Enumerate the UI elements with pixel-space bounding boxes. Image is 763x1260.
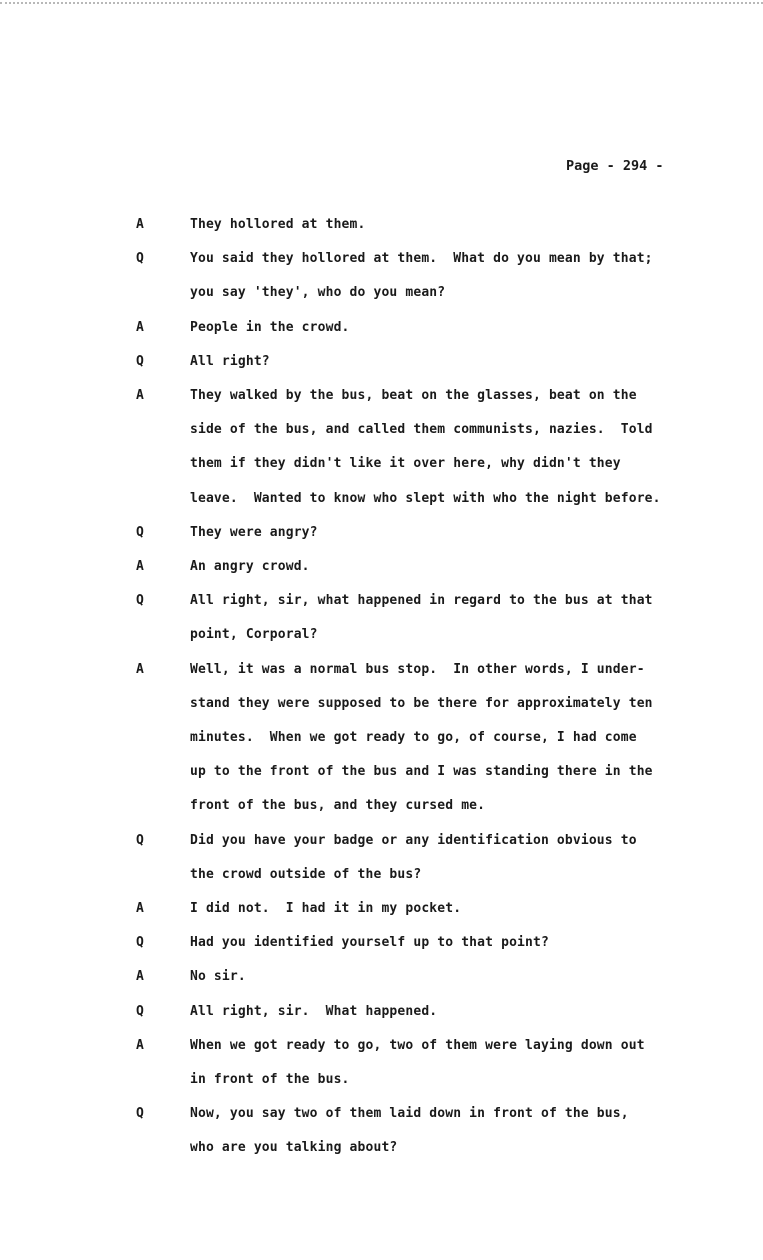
testimony-line: They were angry? [190, 524, 318, 540]
testimony-line: up to the front of the bus and I was standing there in the [190, 764, 653, 780]
answer-entry [0, 550, 763, 584]
answer-entry [0, 960, 763, 994]
question-entry [0, 516, 763, 550]
speaker-label: Q [136, 524, 144, 540]
testimony-text [190, 824, 750, 892]
question-entry [0, 995, 763, 1029]
testimony-text [190, 995, 750, 1029]
testimony-line: you say 'they', who do you mean? [190, 285, 446, 301]
answer-entry [0, 208, 763, 242]
testimony-text [190, 311, 750, 345]
page-top-edge [0, 2, 763, 4]
speaker-label: A [136, 319, 144, 335]
testimony-line: the crowd outside of the bus? [190, 866, 422, 882]
speaker-label: A [136, 901, 144, 917]
testimony-line: No sir. [190, 969, 246, 985]
testimony-line: Well, it was a normal bus stop. In other words, I under- [190, 661, 645, 677]
testimony-text [190, 892, 750, 926]
speaker-label: A [136, 1037, 144, 1053]
testimony-line: You said they hollored at them. What do you mean by that; [190, 251, 653, 267]
testimony-line: front of the bus, and they cursed me. [190, 798, 486, 814]
testimony-text [190, 960, 750, 994]
testimony-line: All right, sir, what happened in regard to the bus at that [190, 593, 653, 609]
answer-entry [0, 311, 763, 345]
testimony-line: Did you have your badge or any identification obvious to [190, 832, 637, 848]
testimony-line: People in the crowd. [190, 319, 350, 335]
speaker-label: A [136, 661, 144, 677]
speaker-label: A [136, 388, 144, 404]
transcript-body [0, 208, 763, 1166]
testimony-line: An angry crowd. [190, 559, 310, 575]
speaker-label: Q [136, 1003, 144, 1019]
testimony-line: them if they didn't like it over here, why didn't they [190, 456, 621, 472]
answer-entry [0, 1029, 763, 1097]
testimony-text [190, 379, 750, 516]
testimony-text [190, 653, 750, 824]
question-entry [0, 242, 763, 310]
testimony-text [190, 208, 750, 242]
testimony-text [190, 584, 750, 652]
testimony-line: When we got ready to go, two of them were laying down out [190, 1037, 645, 1053]
speaker-label: A [136, 559, 144, 575]
testimony-line: point, Corporal? [190, 627, 318, 643]
question-entry [0, 824, 763, 892]
testimony-text [190, 1097, 750, 1165]
testimony-line: who are you talking about? [190, 1140, 398, 1156]
speaker-label: A [136, 969, 144, 985]
testimony-line: side of the bus, and called them communists, nazies. Told [190, 422, 653, 438]
question-entry [0, 1097, 763, 1165]
testimony-line: I did not. I had it in my pocket. [190, 901, 462, 917]
answer-entry [0, 892, 763, 926]
speaker-label: Q [136, 832, 144, 848]
answer-entry [0, 379, 763, 516]
page-number: Page - 294 - [566, 158, 664, 174]
testimony-line: Now, you say two of them laid down in front of the bus, [190, 1106, 629, 1122]
testimony-line: Had you identified yourself up to that point? [190, 935, 549, 951]
speaker-label: Q [136, 935, 144, 951]
speaker-label: Q [136, 1106, 144, 1122]
question-entry [0, 584, 763, 652]
answer-entry [0, 653, 763, 824]
testimony-line: They hollored at them. [190, 217, 366, 232]
testimony-text [190, 1029, 750, 1097]
testimony-text [190, 345, 750, 379]
testimony-text [190, 242, 750, 310]
testimony-line: All right, sir. What happened. [190, 1003, 438, 1019]
testimony-line: All right? [190, 353, 270, 369]
testimony-text [190, 550, 750, 584]
testimony-line: leave. Wanted to know who slept with who the night before. [190, 490, 661, 506]
speaker-label: A [136, 217, 144, 232]
speaker-label: Q [136, 593, 144, 609]
question-entry [0, 926, 763, 960]
testimony-text [190, 516, 750, 550]
testimony-text [190, 926, 750, 960]
testimony-line: stand they were supposed to be there for approximately ten [190, 695, 653, 711]
question-entry [0, 345, 763, 379]
testimony-line: minutes. When we got ready to go, of course, I had come [190, 730, 637, 746]
speaker-label: Q [136, 353, 144, 369]
testimony-line: They walked by the bus, beat on the glasses, beat on the [190, 388, 637, 404]
speaker-label: Q [136, 251, 144, 267]
testimony-line: in front of the bus. [190, 1072, 350, 1088]
